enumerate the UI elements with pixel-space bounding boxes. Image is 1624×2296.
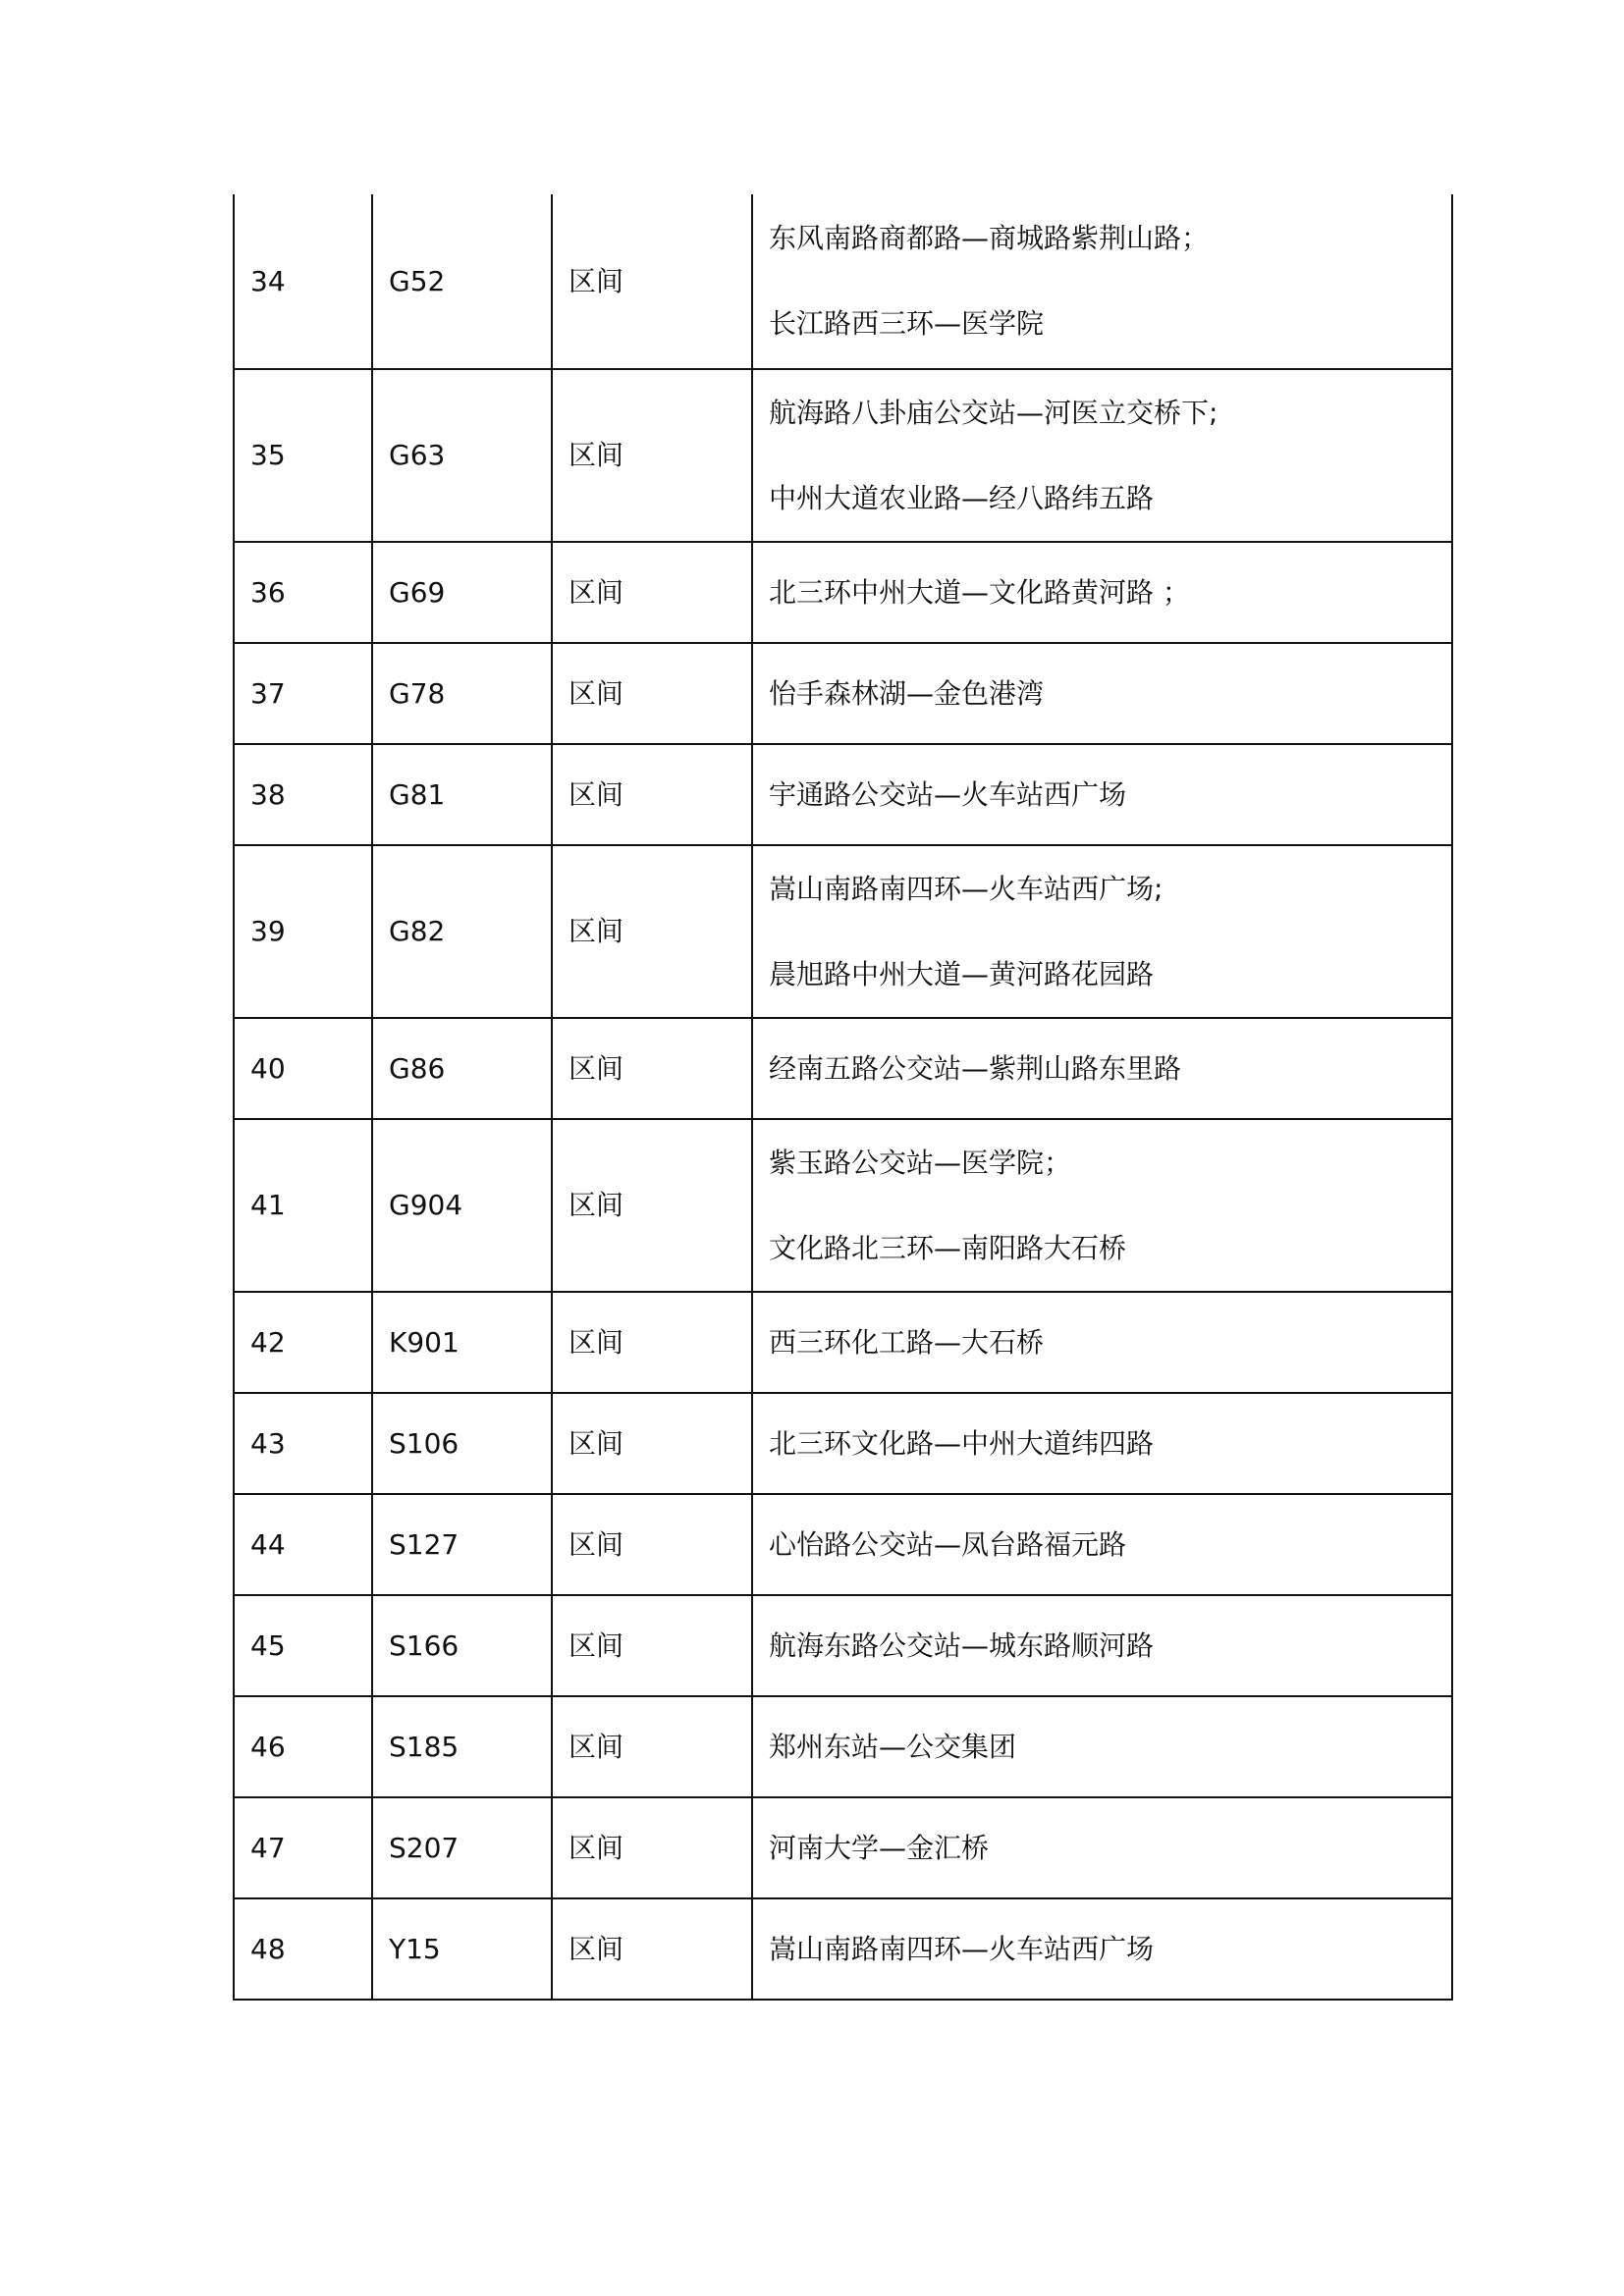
- route-code: G69: [372, 542, 552, 643]
- route-code: S207: [372, 1797, 552, 1898]
- row-number: 48: [234, 1898, 372, 2000]
- row-number: 45: [234, 1595, 372, 1696]
- route-code: G52: [372, 194, 552, 369]
- route-type: 区间: [552, 845, 752, 1018]
- route-type: 区间: [552, 1292, 752, 1393]
- route-code: G904: [372, 1119, 552, 1292]
- row-number: 36: [234, 542, 372, 643]
- table-row: [234, 1018, 1452, 1119]
- route-segment: 中州大道农业路—经八路纬五路: [769, 481, 1155, 514]
- route-segment: 东风南路商都路—商城路紫荆山路；: [769, 222, 1210, 254]
- route-type: 区间: [552, 744, 752, 845]
- row-number: 40: [234, 1018, 372, 1119]
- route-segment: 宇通路公交站—火车站西广场: [769, 777, 1127, 811]
- route-type: 区间: [552, 1797, 752, 1898]
- route-description: [752, 1898, 1452, 2000]
- route-segment: 嵩山南路南四环—火车站西广场: [769, 1932, 1155, 1965]
- route-segment: 郑州东站—公交集团: [769, 1730, 1017, 1763]
- row-number: 39: [234, 845, 372, 1018]
- route-segment: 嵩山南路南四环—火车站西广场;: [769, 872, 1164, 905]
- route-type: 区间: [552, 1018, 752, 1119]
- route-code: S185: [372, 1696, 552, 1797]
- route-segment: 心怡路公交站—凤台路福元路: [769, 1527, 1127, 1561]
- route-description: [752, 1119, 1452, 1292]
- route-code: S127: [372, 1494, 552, 1595]
- route-description: [752, 1018, 1452, 1119]
- route-type: 区间: [552, 194, 752, 369]
- route-description: [752, 542, 1452, 643]
- table-row: [234, 1898, 1452, 2000]
- bus-route-table: [233, 194, 1453, 2001]
- route-description: [752, 1595, 1452, 1696]
- route-type: 区间: [552, 643, 752, 744]
- route-code: G82: [372, 845, 552, 1018]
- route-segment: 河南大学—金汇桥: [769, 1831, 990, 1864]
- route-segment: 北三环文化路—中州大道纬四路: [769, 1426, 1155, 1460]
- route-description: [752, 369, 1452, 542]
- route-segment: 航海东路公交站—城东路顺河路: [769, 1629, 1155, 1662]
- row-number: 43: [234, 1393, 372, 1494]
- route-code: K901: [372, 1292, 552, 1393]
- route-segment: 紫玉路公交站—医学院；: [769, 1146, 1072, 1179]
- table-row: [234, 1292, 1452, 1393]
- route-segment: 文化路北三环—南阳路大石桥: [769, 1231, 1127, 1264]
- route-type: 区间: [552, 1595, 752, 1696]
- route-description: [752, 1494, 1452, 1595]
- route-segment: 怡手森林湖—金色港湾: [769, 676, 1045, 710]
- table-row: [234, 643, 1452, 744]
- route-description: [752, 845, 1452, 1018]
- table-row: [234, 1119, 1452, 1292]
- route-type: 区间: [552, 542, 752, 643]
- row-number: 42: [234, 1292, 372, 1393]
- route-type: 区间: [552, 1393, 752, 1494]
- route-description: [752, 1797, 1452, 1898]
- route-segment: 晨旭路中州大道—黄河路花园路: [769, 957, 1155, 990]
- table-row: [234, 542, 1452, 643]
- row-number: 41: [234, 1119, 372, 1292]
- table-row: [234, 1696, 1452, 1797]
- route-segment: 航海路八卦庙公交站—河医立交桥下;: [769, 396, 1218, 429]
- table-row: [234, 1393, 1452, 1494]
- route-description: [752, 1696, 1452, 1797]
- route-segment: 北三环中州大道—文化路黄河路 ；: [769, 575, 1190, 609]
- table-row: [234, 369, 1452, 542]
- route-description: [752, 643, 1452, 744]
- row-number: 34: [234, 194, 372, 369]
- route-segment: 西三环化工路—大石桥: [769, 1325, 1045, 1359]
- route-code: S166: [372, 1595, 552, 1696]
- table-row: [234, 744, 1452, 845]
- row-number: 38: [234, 744, 372, 845]
- row-number: 44: [234, 1494, 372, 1595]
- table-row: [234, 194, 1452, 369]
- route-code: G78: [372, 643, 552, 744]
- route-code: G86: [372, 1018, 552, 1119]
- route-code: G81: [372, 744, 552, 845]
- route-type: 区间: [552, 1898, 752, 2000]
- table-row: [234, 1494, 1452, 1595]
- route-segment: 长江路西三环—医学院: [769, 307, 1045, 340]
- row-number: 37: [234, 643, 372, 744]
- route-segment: 经南五路公交站—紫荆山路东里路: [769, 1051, 1182, 1085]
- route-code: Y15: [372, 1898, 552, 2000]
- route-description: [752, 194, 1452, 369]
- route-code: G63: [372, 369, 552, 542]
- row-number: 35: [234, 369, 372, 542]
- route-description: [752, 1292, 1452, 1393]
- route-type: 区间: [552, 369, 752, 542]
- route-description: [752, 1393, 1452, 1494]
- row-number: 47: [234, 1797, 372, 1898]
- table-row: [234, 1797, 1452, 1898]
- route-type: 区间: [552, 1119, 752, 1292]
- route-code: S106: [372, 1393, 552, 1494]
- row-number: 46: [234, 1696, 372, 1797]
- table-row: [234, 845, 1452, 1018]
- route-description: [752, 744, 1452, 845]
- table-row: [234, 1595, 1452, 1696]
- route-type: 区间: [552, 1494, 752, 1595]
- route-type: 区间: [552, 1696, 752, 1797]
